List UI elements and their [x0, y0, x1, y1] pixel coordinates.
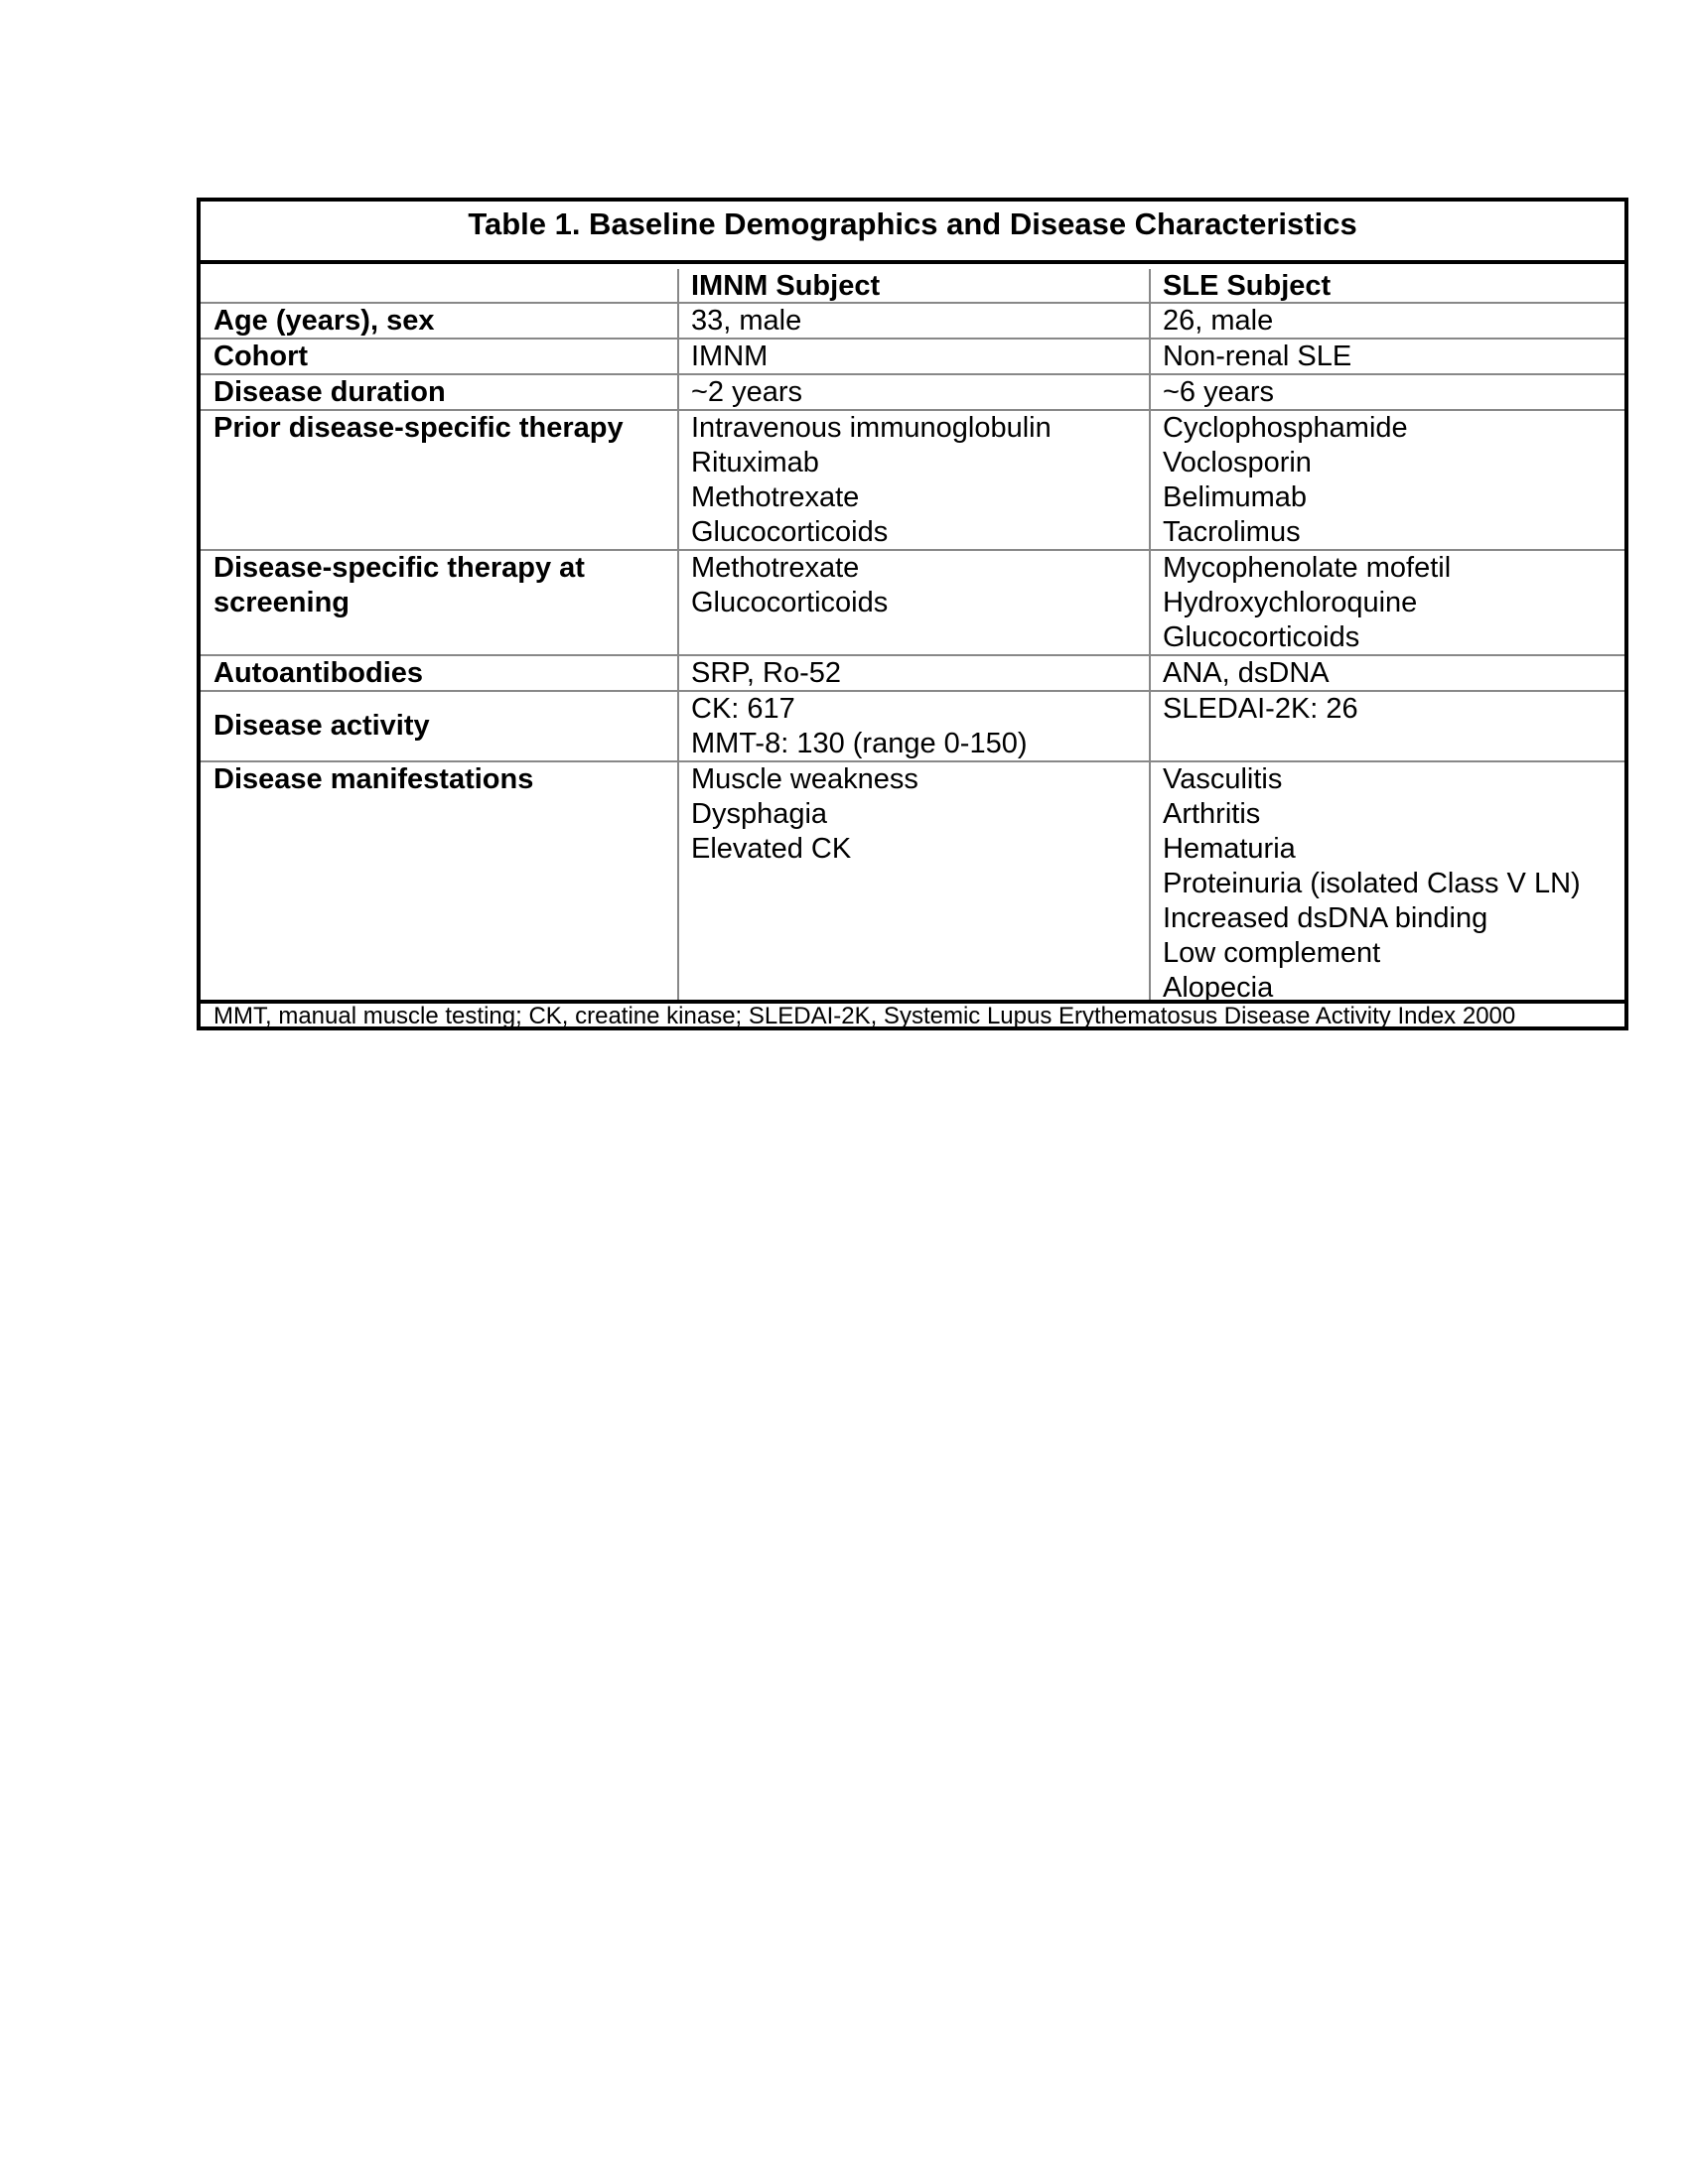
list-item: Methotrexate: [691, 552, 860, 584]
list-item: Belimumab: [1163, 481, 1308, 513]
list-item: Proteinuria (isolated Class V LN): [1163, 868, 1581, 899]
list-item: Methotrexate: [691, 481, 860, 513]
row-label-disease-activity: Disease activity: [213, 710, 430, 742]
cell-sle-cohort: Non-renal SLE: [1163, 341, 1352, 372]
cell-sle-therapy-at-screening: [1163, 551, 1451, 655]
row-label-disease-duration: Disease duration: [213, 376, 446, 408]
list-item: Intravenous immunoglobulin: [691, 412, 1052, 444]
row-label-disease-manifestations: Disease manifestations: [213, 763, 534, 795]
cell-imnm-prior-therapy: [691, 411, 1052, 550]
cell-imnm-disease-duration: ~2 years: [691, 376, 803, 408]
row-label-age-sex: Age (years), sex: [213, 305, 435, 337]
list-item: Muscle weakness: [691, 763, 918, 795]
list-item: Hydroxychloroquine: [1163, 587, 1418, 618]
list-item: Cyclophosphamide: [1163, 412, 1408, 444]
cell-imnm-autoantibodies: SRP, Ro-52: [691, 657, 841, 689]
list-item: Dysphagia: [691, 798, 828, 830]
list-item: Arthritis: [1163, 798, 1261, 830]
list-item: Glucocorticoids: [691, 516, 889, 548]
list-item: Mycophenolate mofetil: [1163, 552, 1452, 584]
list-item: MMT-8: 130 (range 0-150): [691, 728, 1028, 759]
row-label-autoantibodies: Autoantibodies: [213, 657, 424, 689]
cell-imnm-age-sex: 33, male: [691, 305, 802, 337]
row-label-prior-therapy: Prior disease-specific therapy: [213, 412, 624, 444]
list-item: Elevated CK: [691, 833, 852, 865]
list-item: Glucocorticoids: [1163, 621, 1360, 653]
column-divider: [1149, 269, 1151, 1000]
cell-sle-disease-activity: SLEDAI-2K: 26: [1163, 693, 1358, 725]
table-body: [201, 269, 1624, 1004]
list-item: Tacrolimus: [1163, 516, 1301, 548]
list-item: Voclosporin: [1163, 447, 1312, 478]
cell-imnm-disease-activity: [691, 692, 1027, 761]
cell-imnm-therapy-at-screening: [691, 551, 888, 620]
cell-sle-disease-manifestations: [1163, 762, 1581, 1006]
row-label-line: Disease-specific therapy at: [213, 552, 585, 584]
cell-imnm-cohort: IMNM: [691, 341, 769, 372]
header-sle-subject: SLE Subject: [1163, 270, 1332, 302]
table-title: Table 1. Baseline Demographics and Disease Characteristics: [468, 206, 1357, 241]
cell-sle-age-sex: 26, male: [1163, 305, 1274, 337]
list-item: Rituximab: [691, 447, 819, 478]
list-item: Glucocorticoids: [691, 587, 889, 618]
list-item: Vasculitis: [1163, 763, 1283, 795]
list-item: Alopecia: [1163, 972, 1274, 1004]
table-1: [197, 198, 1628, 1030]
cell-sle-prior-therapy: [1163, 411, 1408, 550]
row-label-therapy-at-screening: [213, 551, 585, 620]
list-item: Low complement: [1163, 937, 1381, 969]
row-label-line: screening: [213, 587, 350, 618]
list-item: CK: 617: [691, 693, 795, 725]
cell-sle-disease-duration: ~6 years: [1163, 376, 1275, 408]
cell-sle-autoantibodies: ANA, dsDNA: [1163, 657, 1330, 689]
list-item: Increased dsDNA binding: [1163, 902, 1488, 934]
header-imnm-subject: IMNM Subject: [691, 270, 881, 302]
row-label-cohort: Cohort: [213, 341, 309, 372]
column-divider: [677, 269, 679, 1000]
cell-imnm-disease-manifestations: [691, 762, 918, 867]
list-item: Hematuria: [1163, 833, 1296, 865]
table-title-block: [201, 202, 1624, 264]
table-footnote: MMT, manual muscle testing; CK, creatine kinase; SLEDAI-2K, Systemic Lupus Erythematosus Disease Activity Index 2000: [213, 1003, 1516, 1029]
